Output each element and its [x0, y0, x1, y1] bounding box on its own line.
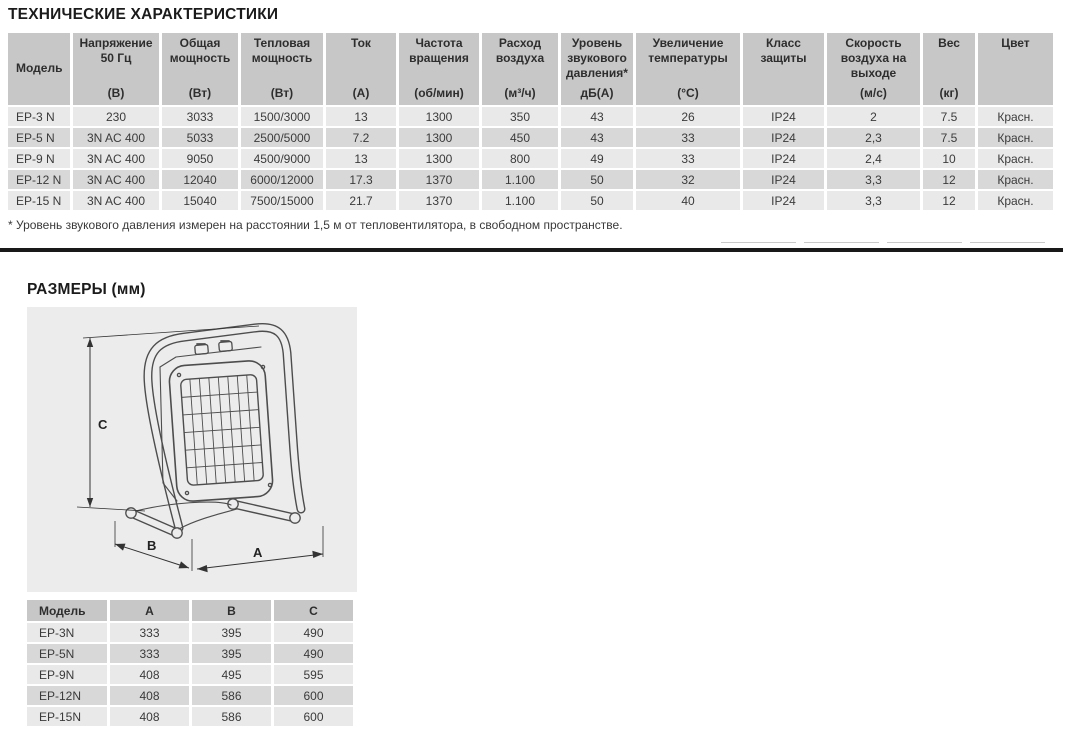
spec-cell: Красн.: [978, 107, 1053, 126]
spec-column-header: Напряжение 50 Гц (В): [73, 33, 159, 105]
spec-cell: 50: [561, 191, 633, 210]
spec-column-header: Расход воздуха (м³/ч): [482, 33, 558, 105]
dimensions-figure: [27, 307, 357, 592]
dims-cell: 490: [274, 644, 353, 663]
spec-column-header: Увеличение температуры (°С): [636, 33, 740, 105]
dims-cell: 408: [110, 707, 189, 726]
spec-cell: 32: [636, 170, 740, 189]
spec-cell: 50: [561, 170, 633, 189]
dimensions-title: РАЗМЕРЫ (мм): [27, 281, 146, 298]
spec-column-header: Вес (кг): [923, 33, 975, 105]
spec-cell: 2: [827, 107, 920, 126]
dims-table-body: [27, 623, 353, 726]
dims-column-header: Модель: [27, 600, 107, 621]
spec-cell: EP-3 N: [8, 107, 70, 126]
spec-cell: 40: [636, 191, 740, 210]
spec-cell: 450: [482, 128, 558, 147]
spec-column-header: Модель: [8, 33, 70, 105]
separator-lines: [0, 242, 1063, 244]
spec-cell: 3N AC 400: [73, 149, 159, 168]
spec-cell: IP24: [743, 149, 824, 168]
dim-label-b: B: [147, 538, 157, 553]
dims-column-header: A: [110, 600, 189, 621]
spec-cell: 12: [923, 191, 975, 210]
spec-cell: 9050: [162, 149, 238, 168]
spec-cell: 1500/3000: [241, 107, 323, 126]
dims-cell: EP-12N: [27, 686, 107, 705]
spec-cell: 3,3: [827, 191, 920, 210]
spec-cell: 15040: [162, 191, 238, 210]
spec-cell: 7.5: [923, 107, 975, 126]
dims-cell: EP-9N: [27, 665, 107, 684]
spec-cell: 2500/5000: [241, 128, 323, 147]
spec-cell: 7.2: [326, 128, 396, 147]
spec-cell: 1300: [399, 128, 479, 147]
dims-row: [27, 707, 353, 726]
dims-cell: 408: [110, 686, 189, 705]
spec-cell: 13: [326, 107, 396, 126]
spec-cell: 26: [636, 107, 740, 126]
dims-cell: 586: [192, 686, 271, 705]
spec-cell: 43: [561, 107, 633, 126]
spec-cell: 33: [636, 128, 740, 147]
spec-cell: 10: [923, 149, 975, 168]
spec-column-header: Частота вращения (об/мин): [399, 33, 479, 105]
dims-row: [27, 644, 353, 663]
spec-column-header: Ток (А): [326, 33, 396, 105]
spec-table: [5, 31, 1056, 212]
spec-cell: Красн.: [978, 191, 1053, 210]
spec-cell: 1300: [399, 149, 479, 168]
spec-row: [8, 128, 1053, 147]
spec-cell: 17.3: [326, 170, 396, 189]
spec-row: [8, 191, 1053, 210]
spec-cell: 12040: [162, 170, 238, 189]
dim-label-c: C: [98, 417, 108, 432]
separator-line: [804, 242, 879, 243]
spec-row: [8, 107, 1053, 126]
footnote: * Уровень звукового давления измерен на расстоянии 1,5 м от тепловентилятора, в свободном пространстве.: [8, 218, 623, 232]
spec-cell: EP-5 N: [8, 128, 70, 147]
spec-row: [8, 170, 1053, 189]
spec-cell: IP24: [743, 128, 824, 147]
spec-cell: 21.7: [326, 191, 396, 210]
spec-cell: 1.100: [482, 191, 558, 210]
dims-cell: 495: [192, 665, 271, 684]
spec-cell: EP-15 N: [8, 191, 70, 210]
spec-cell: 12: [923, 170, 975, 189]
spec-cell: Красн.: [978, 170, 1053, 189]
page: [0, 6, 1068, 728]
dims-cell: 333: [110, 644, 189, 663]
divider-bar: [0, 248, 1063, 252]
spec-column-header: Скорость воздуха на выходе (м/с): [827, 33, 920, 105]
spec-cell: EP-12 N: [8, 170, 70, 189]
spec-cell: 7500/15000: [241, 191, 323, 210]
dims-cell: 600: [274, 707, 353, 726]
dims-cell: 490: [274, 623, 353, 642]
separator-line: [721, 242, 796, 243]
dimensions-table: [24, 598, 356, 728]
spec-cell: 3033: [162, 107, 238, 126]
spec-cell: 1.100: [482, 170, 558, 189]
spec-cell: 2,4: [827, 149, 920, 168]
spec-header-row: [8, 33, 1053, 105]
spec-column-header: Цвет: [978, 33, 1053, 105]
dims-cell: 395: [192, 623, 271, 642]
spec-cell: 1370: [399, 170, 479, 189]
spec-cell: 1300: [399, 107, 479, 126]
spec-cell: 230: [73, 107, 159, 126]
dims-cell: 395: [192, 644, 271, 663]
spec-cell: 3N AC 400: [73, 191, 159, 210]
spec-cell: 2,3: [827, 128, 920, 147]
dims-cell: 586: [192, 707, 271, 726]
spec-column-header: Тепловая мощность (Вт): [241, 33, 323, 105]
spec-cell: Красн.: [978, 128, 1053, 147]
page-title: ТЕХНИЧЕСКИЕ ХАРАКТЕРИСТИКИ: [8, 6, 279, 23]
spec-cell: 5033: [162, 128, 238, 147]
spec-row: [8, 149, 1053, 168]
spec-cell: 4500/9000: [241, 149, 323, 168]
dims-cell: 408: [110, 665, 189, 684]
spec-cell: 3N AC 400: [73, 128, 159, 147]
dims-row: [27, 686, 353, 705]
spec-cell: 800: [482, 149, 558, 168]
dims-cell: 600: [274, 686, 353, 705]
dims-cell: EP-15N: [27, 707, 107, 726]
dims-row: [27, 665, 353, 684]
spec-column-header: Общая мощность (Вт): [162, 33, 238, 105]
spec-cell: 350: [482, 107, 558, 126]
spec-cell: 3N AC 400: [73, 170, 159, 189]
spec-cell: 1370: [399, 191, 479, 210]
heater-drawing: [27, 307, 357, 592]
spec-cell: IP24: [743, 107, 824, 126]
spec-cell: 43: [561, 128, 633, 147]
dims-row: [27, 623, 353, 642]
dims-column-header: C: [274, 600, 353, 621]
spec-column-header: Класс защиты: [743, 33, 824, 105]
spec-cell: EP-9 N: [8, 149, 70, 168]
separator-line: [887, 242, 962, 243]
spec-cell: 6000/12000: [241, 170, 323, 189]
spec-cell: IP24: [743, 191, 824, 210]
spec-cell: 49: [561, 149, 633, 168]
spec-column-header: Уровень звукового давления* дБ(А): [561, 33, 633, 105]
dim-label-a: A: [253, 545, 263, 560]
spec-cell: 7.5: [923, 128, 975, 147]
spec-cell: 3,3: [827, 170, 920, 189]
dims-cell: EP-5N: [27, 644, 107, 663]
separator-line: [970, 242, 1045, 243]
spec-cell: 33: [636, 149, 740, 168]
spec-cell: 13: [326, 149, 396, 168]
dims-cell: 595: [274, 665, 353, 684]
dims-cell: 333: [110, 623, 189, 642]
dims-header-row: [27, 600, 353, 621]
spec-cell: IP24: [743, 170, 824, 189]
dims-cell: EP-3N: [27, 623, 107, 642]
dims-column-header: B: [192, 600, 271, 621]
spec-table-body: [8, 107, 1053, 210]
spec-cell: Красн.: [978, 149, 1053, 168]
